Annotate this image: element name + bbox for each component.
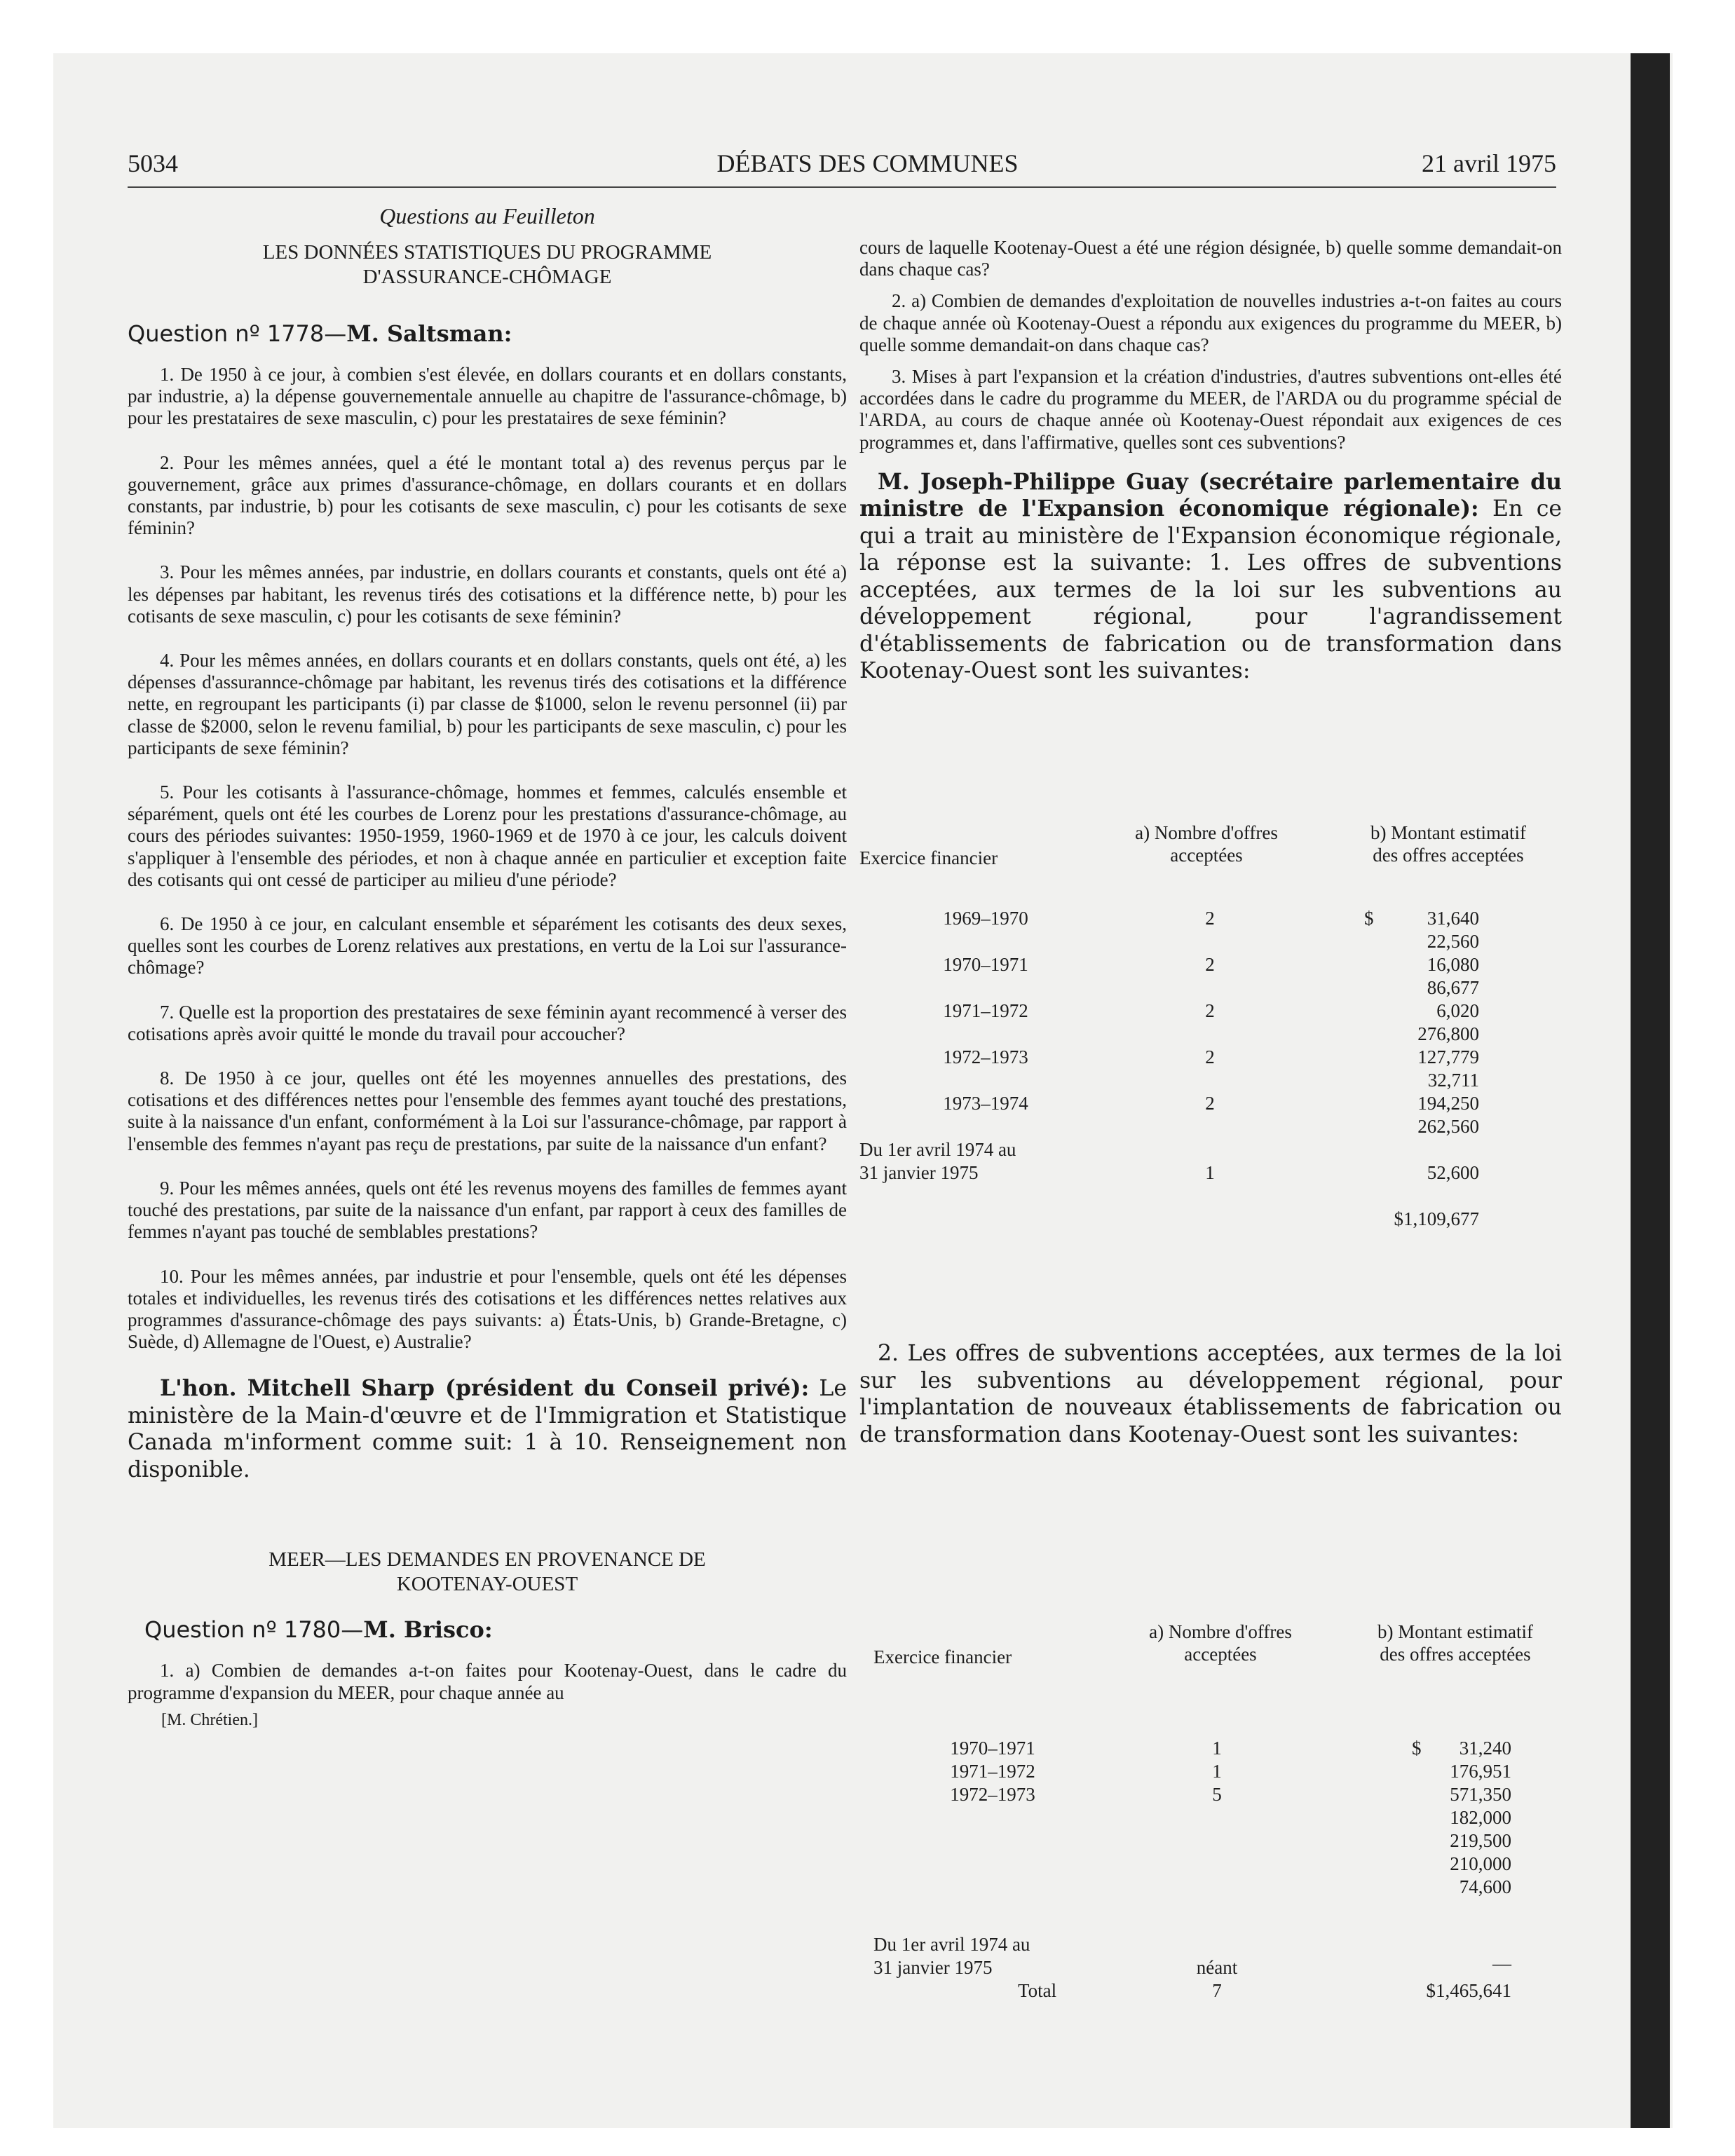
table-cell-year: 1970–1971 [943,954,1028,975]
left-column [128,203,847,1730]
q2-answer-text: En ce qui a trait au ministère de l'Expansion économique régionale, la réponse est la suivante: 1. Les offres de subventions acceptées, aux termes de la loi sur les subventions au développement régional, pour l'agrandissement d'établissements de fabrication ou de transformation dans Kootenay-Ouest sont les suivantes: [859,496,1562,684]
table-col-header-line: des offres acceptées [1373,845,1524,866]
q2-question-header [144,1616,847,1643]
table-cell-year: 1972–1973 [943,1046,1028,1067]
table-cell-amount: 127,779 [1417,1046,1479,1067]
table-cell-year: Du 1er avril 1974 au [873,1934,1030,1955]
table-cell-count: 2 [1205,954,1215,975]
table-col-header-line: acceptées [1184,1644,1257,1665]
table-cell-count: 5 [1212,1784,1222,1805]
answer-part2-text: 2. Les offres de subventions acceptées, aux termes de la loi sur les subventions au développement régional, pour l'implantation de nouveaux établissements de fabrication ou de transformation dans Kootenay-Ouest sont les suivantes: [859,1341,1562,1447]
table-col-header-line: a) Nombre d'offres [1149,1621,1292,1642]
table-cell-amount: — [1492,1953,1511,1974]
table-col-header-line: a) Nombre d'offres [1135,822,1278,843]
q2-paragraph: 2. a) Combien de demandes d'exploitation de nouvelles industries a-t-on faites au cours de chaque année où Kootenay-Ouest a répondu aux exigences du programme du MEER, b) quelle somme demandait-on dans chaque cas? [859,290,1562,355]
table-cell-amount: 31,240 [1459,1738,1511,1759]
table-col-header [1350,1621,1560,1665]
grants-table-expansion [859,813,1560,1234]
q1-paragraph: 5. Pour les cotisants à l'assurance-chômage, hommes et femmes, calculés ensemble et séparément, quels ont été les courbes de Lorenz pour les prestations d'assurance-chômage, au cours des périodes suivantes: 1950-1959, 1960-1969 et de 1970 à ce jour, les calculs doivent s'appliquer à l'ensemble des périodes, et non à chaque année en particulier et exception faite des cotisants qui ont cessé de participer au milieu d'une période? [128,782,847,890]
table-cell-count: 2 [1205,908,1215,929]
table-cell-amount: 16,080 [1427,954,1479,975]
table-cell-count: néant [1196,1957,1238,1978]
q1-answer-speaker: L'hon. Mitchell Sharp (président du Conseil privé): [160,1375,810,1402]
table-col-header-line: b) Montant estimatif [1377,1621,1533,1642]
table-cell-amount: 176,951 [1450,1761,1511,1782]
table-cell-amount: 194,250 [1417,1093,1479,1114]
q2-paragraph: 1. a) Combien de demandes a-t-on faites pour Kootenay-Ouest, dans le cadre du programme d'expansion du MEER, pour chaque année au [128,1660,847,1703]
table-total-label: Total [1018,1980,1057,2001]
q1-question-header [128,320,847,347]
page-number: 5034 [128,149,178,177]
q1-answer-text: Le ministère de la Main-d'œuvre et de l'Immigration et Statistique Canada m'informent comme suit: 1 à 10. Renseignement non disponible. [128,1376,847,1482]
table-total-count: 7 [1212,1980,1222,2001]
table-col-header-line: b) Montant estimatif [1370,822,1526,843]
table-cell-count: 2 [1205,1093,1215,1114]
q2-answer [859,469,1562,685]
table-cell-amount: 262,560 [1417,1116,1479,1137]
q1-heading-line: LES DONNÉES STATISTIQUES DU PROGRAMME [262,241,712,264]
table-cell-amount: 219,500 [1450,1830,1511,1851]
q2-heading-line: KOOTENAY-OUEST [396,1573,578,1596]
q2-heading [128,1548,847,1597]
right-column [859,237,1562,685]
attribution: [M. Chrétien.] [161,1710,258,1729]
table-cell-year: Du 1er avril 1974 au [859,1139,1016,1160]
table-col-header [1105,1621,1336,1665]
q1-paragraph: 10. Pour les mêmes années, par industrie et pour l'ensemble, quels ont été les dépenses totales et individuelles, les revenus tirés des cotisations et les différences nettes relatives aux programmes d'assurance-chômage des pays suivants: a) États-Unis, b) Grande-Bretagne, c) Suède, d) Allemagne de l'Ouest, e) Australie? [128,1265,847,1353]
table-col-header-line: acceptées [1170,845,1243,866]
table-cell-amount: 22,560 [1427,931,1479,952]
q1-heading-line: D'ASSURANCE-CHÔMAGE [362,266,612,288]
table-total-amount: $1,465,641 [1426,1980,1511,2001]
table-cell-amount: 210,000 [1450,1853,1511,1874]
table-cell-count: 2 [1205,1046,1215,1067]
q2-heading-line: MEER—LES DEMANDES EN PROVENANCE DE [268,1548,706,1571]
table-col-header: Exercice financier [859,847,998,868]
q1-paragraph: 3. Pour les mêmes années, par industrie, en dollars courants et constants, quels ont été a) les dépenses par habitant, les revenus tirés des cotisations et la différence nette, b) pour les cotisants de sexe masculin, c) pour les cotisants de sexe féminin? [128,561,847,627]
table-cell-amount: 571,350 [1450,1784,1511,1805]
table-col-header [1336,821,1560,866]
q2-continuation: cours de laquelle Kootenay-Ouest a été une région désignée, b) quelle somme demandait-on dans chaque cas? [859,237,1562,280]
q1-paragraph: 8. De 1950 à ce jour, quelles ont été les moyennes annuelles des prestations, des cotisations et des différences nettes pour l'ensemble des femmes ayant touché des prestations, suite à la naissance d'un enfant, conformément à la Loi sur l'assurance-chômage, par rapport à l'ensemble des femmes n'ayant pas reçu de prestations, par suite de la naissance d'un enfant? [128,1067,847,1154]
q2-answer-speaker: M. Joseph-Philippe Guay (secrétaire parlementaire du ministre de l'Expansion économique régionale): [859,468,1562,522]
table-cell-year: 1973–1974 [943,1093,1028,1114]
q1-heading [128,240,847,289]
table-cell-amount: 74,600 [1459,1876,1511,1897]
table-cell-amount: 276,800 [1417,1023,1479,1044]
header-rule [128,186,1556,188]
table-cell-year: 1972–1973 [950,1784,1035,1805]
q2-number: Question nº 1780— [144,1616,364,1644]
table-cell-year: 1971–1972 [943,1000,1028,1021]
table-cell-count: 1 [1212,1738,1222,1759]
section-title: Questions au Feuilleton [379,203,595,228]
table-col-header [1091,821,1322,866]
table-cell-dollar: $ [1364,908,1374,929]
table-cell-count: 1 [1205,1162,1215,1183]
table-cell-year: 1970–1971 [950,1738,1035,1759]
table-col-header: Exercice financier [873,1646,1012,1667]
table-cell-amount: 182,000 [1450,1807,1511,1828]
table-cell-count: 2 [1205,1000,1215,1021]
q1-answer [128,1375,847,1483]
q1-paragraph: 7. Quelle est la proportion des prestataires de sexe féminin ayant recommencé à verser des cotisations après avoir quitté le monde du travail pour accoucher? [128,1001,847,1044]
table-cell-year: 1969–1970 [943,908,1028,929]
grants-table-new-plants [873,1612,1560,2005]
table-cell-year: 31 janvier 1975 [859,1162,979,1183]
q1-paragraph: 1. De 1950 à ce jour, à combien s'est élevée, en dollars courants et en dollars constants, par industrie, a) la dépense gouvernementale annuelle au chapitre de l'assurance-chômage, b) pour les prestataires de sexe masculin, c) pour les prestataires de sexe féminin? [128,364,847,429]
publication-title: DÉBATS DES COMMUNES [716,149,1019,177]
answer-part2 [859,1340,1562,1448]
q1-paragraph: 6. De 1950 à ce jour, en calculant ensemble et séparément les cotisants des deux sexes, quelles sont les courbes de Lorenz relatives aux prestations, en vertu de la Loi sur l'assurance-chômage? [128,913,847,978]
table-cell-amount: 86,677 [1427,977,1479,998]
table-cell-count: 1 [1212,1761,1222,1782]
table-cell-year: 31 janvier 1975 [873,1957,993,1978]
table-cell-amount: 52,600 [1427,1162,1479,1183]
q1-paragraph: 9. Pour les mêmes années, quels ont été les revenus moyens des familles de femmes ayant touché des prestations, par suite de la naissance d'un enfant, par rapport à ceux des familles de femmes n'ayant pas touché de semblables prestations? [128,1177,847,1243]
page-date: 21 avril 1975 [1422,149,1556,177]
table-total-amount: $1,109,677 [1394,1208,1479,1229]
q1-author: M. Saltsman: [346,320,512,347]
table-col-header-line: des offres acceptées [1380,1644,1531,1665]
q2-paragraph: 3. Mises à part l'expansion et la création d'industries, d'autres subventions ont-elles été accordées dans le cadre du programme du MEER, de l'ARDA ou du programme spécial de l'ARDA, au cours de chaque année où Kootenay-Ouest répondait aux exigences de ces programmes et, dans l'affirmative, quelles sont ces subventions? [859,366,1562,453]
q2-author: M. Brisco: [363,1616,493,1644]
table-cell-amount: 31,640 [1427,908,1479,929]
scan-edge-bar [1631,53,1670,2128]
table-cell-amount: 32,711 [1427,1070,1479,1091]
q1-number: Question nº 1778— [128,320,347,347]
table-cell-year: 1971–1972 [950,1761,1035,1782]
table-cell-dollar: $ [1412,1738,1422,1759]
q1-paragraph: 2. Pour les mêmes années, quel a été le montant total a) des revenus perçus par le gouvernement, grâce aux primes d'assurance-chômage, en dollars courants et en dollars constants, par industrie, b) pour les cotisants de sexe masculin, c) pour les cotisants de sexe féminin? [128,451,847,539]
q1-paragraph: 4. Pour les mêmes années, en dollars courants et en dollars constants, quels ont été, a) les dépenses d'assurannce-chômage par habitant, les revenus tirés des cotisations et la différence nette, en regroupant les participants (i) par classe de $1000, selon le revenu personnel (ii) par classe de $2000, selon le revenu familial, b) pour les participants de sexe masculin, c) pour les participants de sexe féminin? [128,650,847,758]
table-cell-amount: 6,020 [1436,1000,1479,1021]
